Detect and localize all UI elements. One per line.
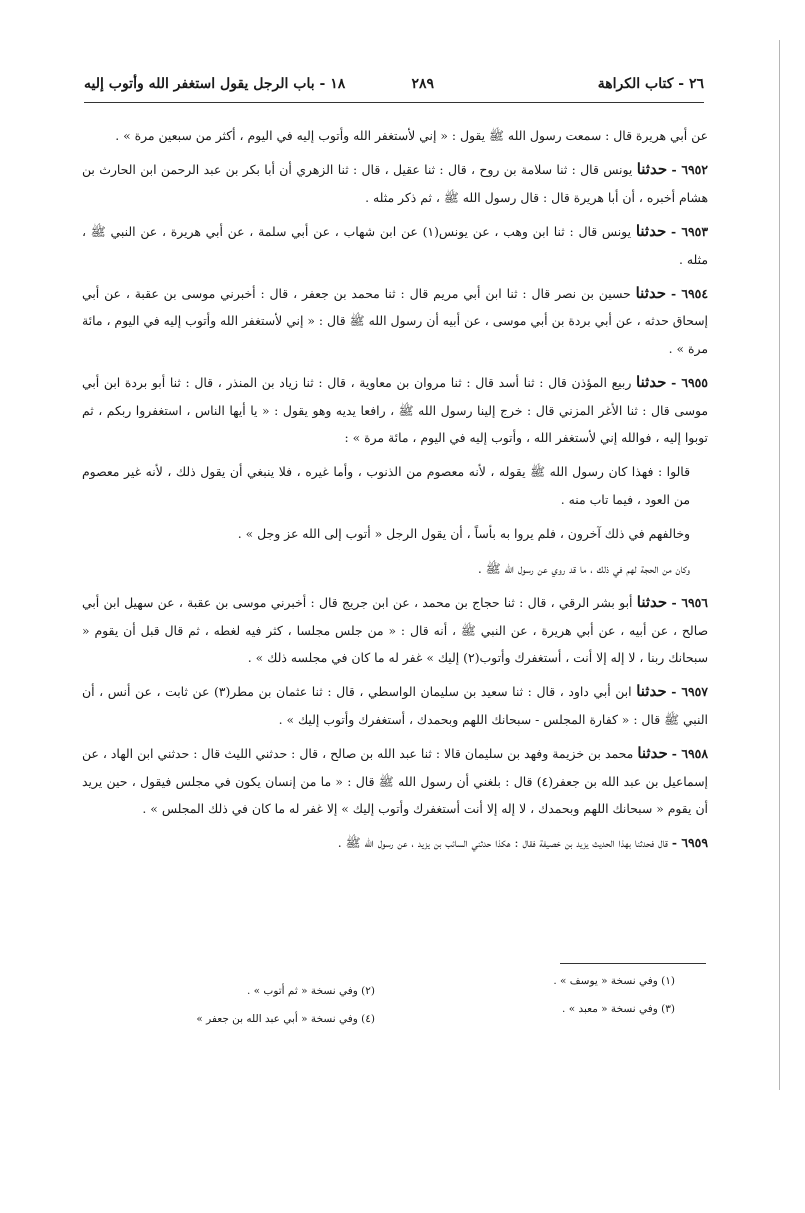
running-header <box>84 76 704 98</box>
chapter-title: ٢٦ - كتاب الكراهة <box>597 76 704 92</box>
hadith-number: ٦٩٥٣ - <box>671 224 708 240</box>
footnote-1: (١) وفي نسخة « يوسف » . <box>553 975 675 987</box>
page-edge-line <box>779 40 780 1090</box>
narration-lead: حدثنا <box>636 160 668 179</box>
paragraph-text: ابن أبي داود ، قال : ثنا سعيد بن سليمان الواسطي ، قال : ثنا عثمان بن مطر(٣) عن ثابت ، عن أنس ، أن النبي ﷺ قال : « كفارة المجلس - سبحانك اللهم وبحمدك ، أستغفرك وأتوب إليك » . <box>82 684 708 727</box>
hadith-number: ٦٩٥٦ - <box>671 595 708 611</box>
paragraph-text: وكان من الحجة لهم في ذلك ، ما قد روي عن رسول الله ﷺ . <box>477 560 690 576</box>
section-title: ١٨ - باب الرجل يقول استغفر الله وأتوب إليه <box>84 76 346 92</box>
page-number: ٢٨٩ <box>411 76 434 92</box>
hadith-number: ٦٩٥٧ - <box>671 684 708 700</box>
hadith-paragraph <box>82 218 708 273</box>
narration-lead: حدثنا <box>637 744 668 763</box>
hadith-paragraph <box>82 156 708 211</box>
hadith-paragraph <box>82 369 708 451</box>
hadith-number: ٦٩٥٢ - <box>671 162 708 178</box>
hadith-paragraph <box>82 740 708 822</box>
paragraph-text: يونس قال : ثنا سلامة بن روح ، قال : ثنا عقيل ، قال : ثنا الزهري أن أبا بكر بن عبد الرحمن ابن الحارث بن هشام أخبره ، أن أبا هريرة قال : قال رسول الله ﷺ ، ثم ذكر مثله . <box>82 162 708 205</box>
narration-lead: حدثنا <box>636 593 668 612</box>
hadith-number: ٦٩٥٩ - <box>671 835 708 851</box>
paragraph-text: أبو بشر الرقي ، قال : ثنا حجاج بن محمد ، عن ابن جريج قال : أخبرني موسى بن عقبة ، عن سهيل ابن أبي صالح ، عن أبيه ، عن أبي هريرة ، عن النبي ﷺ ، أنه قال : « من جلس مجلسا ، كثر فيه لغطه ، ثم قال قبل أن يقوم « سبحانك ربنا ، لا إله إلا أنت ، أستغفرك وأتوب(٢) إليك » غفر له ما كان في مجلسه ذلك » . <box>82 595 708 665</box>
hadith-paragraph <box>82 280 708 362</box>
header-rule <box>84 102 704 103</box>
hadith-paragraph <box>82 678 708 733</box>
main-text <box>82 122 708 864</box>
narration-lead: حدثنا <box>635 284 667 303</box>
footnote-4: (٤) وفي نسخة « أبي عبد الله بن جعفر » <box>196 1013 375 1025</box>
hadith-paragraph <box>82 829 708 856</box>
footnote-3: (٣) وفي نسخة « معبد » . <box>562 1003 675 1015</box>
hadith-number: ٦٩٥٨ - <box>671 746 708 762</box>
hadith-number: ٦٩٥٤ - <box>670 286 708 302</box>
paragraph-text: محمد بن خزيمة وفهد بن سليمان قالا : ثنا عبد الله بن صالح ، قال : حدثني الليث قال : حدثني ابن الهاد ، عن إسماعيل بن عبد الله بن جعفر(٤) قال : بلغني أن رسول الله ﷺ قال : « ما من إنسان يكون في مجلس فيقول ، حين يريد أن يقوم « سبحانك اللهم وبحمدك ، لا إله إلا أنت أستغفرك وأتوب إليك » إلا غفر له ما كان في ذلك المجلس » . <box>82 746 708 816</box>
commentary-paragraph <box>82 555 708 582</box>
paragraph-text: عن أبي هريرة قال : سمعت رسول الله ﷺ يقول : « إني لأستغفر الله وأتوب إليه في اليوم ، أكثر من سبعين مرة » . <box>115 128 708 143</box>
paragraph-text: قالوا : فهذا كان رسول الله ﷺ يقوله ، لأنه معصوم من الذنوب ، وأما غيره ، فلا ينبغي أن يقول ذلك ، لأنه غير معصوم من العود ، فيما تاب منه . <box>82 464 690 507</box>
commentary-paragraph <box>82 520 708 547</box>
narration-lead: حدثنا <box>636 373 667 392</box>
paragraph-text: حسين بن نصر قال : ثنا ابن أبي مريم قال : ثنا محمد بن جعفر ، قال : أخبرني موسى بن عقبة ، عن أبي إسحاق حدثه ، عن أبي بردة بن أبي موسى ، عن أبيه أن رسول الله ﷺ قال : « إني لأستغفر الله وأتوب إليه في اليوم ، مائة مرة » . <box>82 286 708 356</box>
paragraph-text: قال فحدثنا بهذا الحديث يزيد بن خصيفة فقال : هكذا حدثني السائب بن يزيد ، عن رسول الله ﷺ . <box>337 835 668 851</box>
footnote-rule <box>560 963 706 964</box>
hadith-paragraph <box>82 589 708 671</box>
footnote-2: (٢) وفي نسخة « ثم أتوب » . <box>247 985 375 997</box>
narration-lead: حدثنا <box>635 222 667 241</box>
hadith-paragraph <box>82 122 708 149</box>
hadith-number: ٦٩٥٥ - <box>671 375 708 391</box>
narration-lead: حدثنا <box>636 682 667 701</box>
paragraph-text: يونس قال : ثنا ابن وهب ، عن يونس(١) عن ابن شهاب ، عن أبي سلمة ، عن أبي هريرة ، عن النبي ﷺ ، مثله . <box>82 224 708 267</box>
paragraph-text: وخالفهم في ذلك آخرون ، فلم يروا به بأساً ، أن يقول الرجل « أتوب إلى الله عز وجل » . <box>237 526 690 542</box>
commentary-paragraph <box>82 458 708 513</box>
paragraph-text: ربيع المؤذن قال : ثنا أسد قال : ثنا مروان بن معاوية ، قال : ثنا زياد بن المنذر ، قال : ثنا أبو بردة ابن أبي موسى قال : ثنا الأغر المزني قال : خرج إلينا رسول الله ﷺ ، رافعا يديه وهو يقول : « يا أيها الناس ، استغفروا ربكم ، ثم توبوا إليه ، فوالله إني لأستغفر الله ، وأتوب إليه في اليوم ، مائة مرة » : <box>82 375 708 446</box>
